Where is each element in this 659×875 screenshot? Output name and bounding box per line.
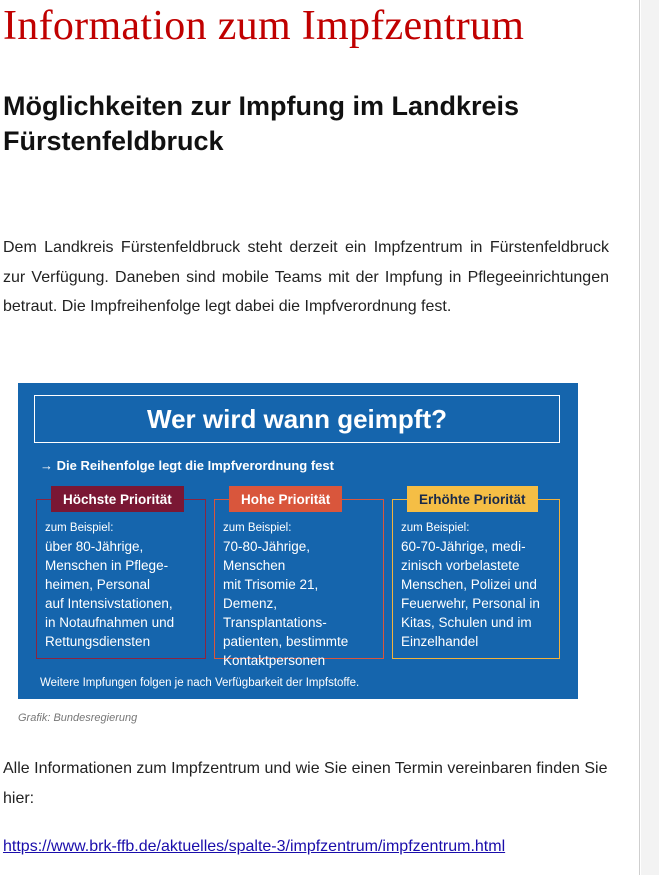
intro-paragraph: Dem Landkreis Fürstenfeldbruck steht derzeit ein Impfzentrum in Fürstenfeldbruck zur Verfügung. Daneben sind mobile Teams mit der Impfung in Pflegeeinrichtungen betraut. Die Impfreihenfolge legt dabei die Impfverordnung fest. <box>3 239 609 315</box>
priority-column-elevated <box>392 491 560 659</box>
priority-badge-high: Hohe Priorität <box>229 486 342 512</box>
priority-column-highest <box>36 491 206 659</box>
right-gutter <box>641 0 659 875</box>
priority-groups-high: 70-80-Jährige, Menschen mit Trisomie 21, Demenz, Transplantations- patienten, bestimmte Kontaktpersonen <box>223 539 349 668</box>
priority-column-high <box>214 491 384 668</box>
info-paragraph: Alle Informationen zum Impfzentrum und wie Sie einen Termin vereinbaren finden Sie hier: <box>3 760 608 807</box>
page-title: Information zum Impfzentrum <box>3 3 525 49</box>
priority-badge-highest: Höchste Priorität <box>51 486 184 512</box>
image-caption: Grafik: Bundesregierung <box>18 712 138 724</box>
infographic-subtitle: → Die Reihenfolge legt die Impfverordnung fest <box>40 458 334 473</box>
example-label: zum Beispiel: <box>401 522 470 534</box>
infographic-title: Wer wird wann geimpft? <box>34 395 560 443</box>
priority-groups-elevated: 60-70-Jährige, medi- zinisch vorbelastete Menschen, Polizei und Feuerwehr, Personal in Kitas, Schulen und im Einzelhandel <box>401 539 540 649</box>
impfzentrum-link[interactable]: https://www.brk-ffb.de/aktuelles/spalte-3/impfzentrum/impfzentrum.html <box>3 838 506 855</box>
priority-badge-elevated: Erhöhte Priorität <box>407 486 538 512</box>
example-label: zum Beispiel: <box>45 522 114 534</box>
example-label: zum Beispiel: <box>223 522 292 534</box>
priority-groups-highest: über 80-Jährige, Menschen in Pflege- heimen, Personal auf Intensivstationen, in Notaufnahmen und Rettungsdiensten <box>45 539 175 649</box>
vaccination-priority-infographic <box>18 383 578 699</box>
infographic-footer: Weitere Impfungen folgen je nach Verfügbarkeit der Impfstoffe. <box>40 677 360 689</box>
section-heading: Möglichkeiten zur Impfung im Landkreis Fürstenfeldbruck <box>3 91 520 156</box>
